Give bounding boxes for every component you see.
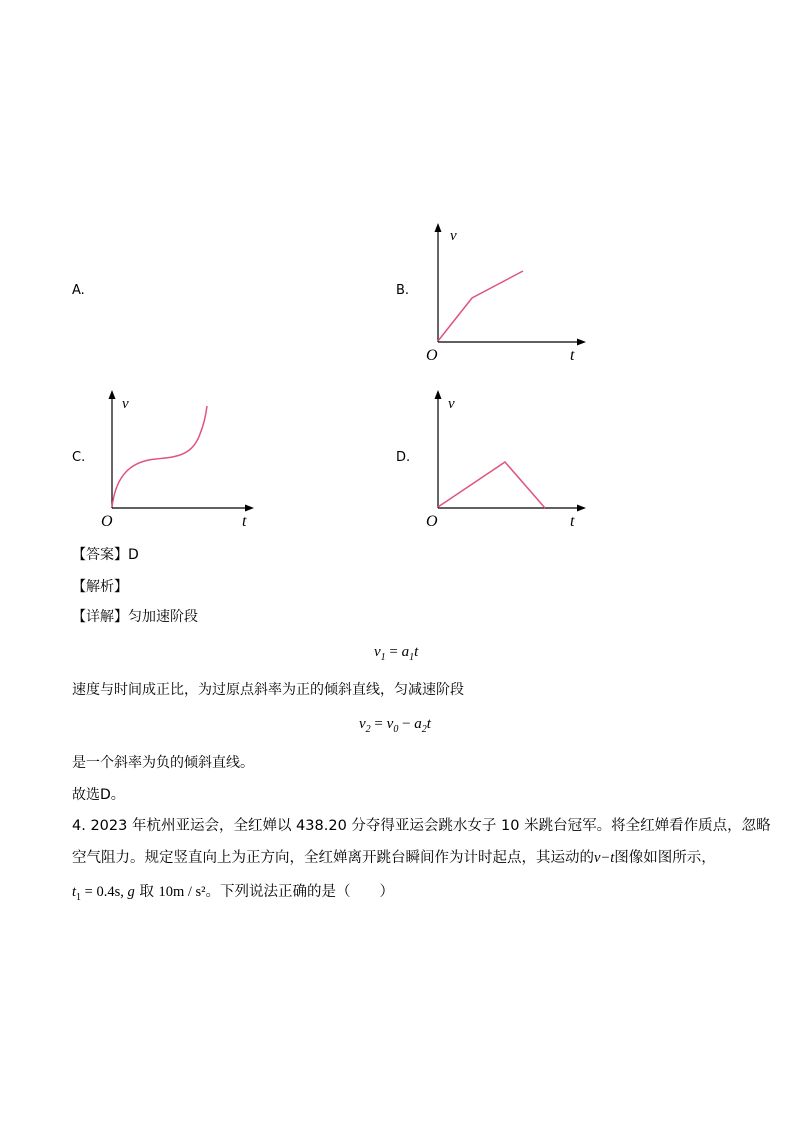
graph-c-t-label: t [242, 513, 247, 530]
graph-c-origin: O [101, 513, 113, 530]
answer-line [72, 545, 139, 565]
graph-c-curve [112, 406, 207, 507]
graph-d-v-arrow [435, 390, 442, 399]
option-a-label: A. [72, 283, 85, 298]
detail-text: 匀加速阶段 [128, 609, 198, 625]
graph-b-t-arrow [577, 339, 586, 346]
option-d-label: D. [396, 450, 411, 465]
answer-tag: 【答案】 [72, 547, 128, 563]
graph-d [420, 386, 590, 531]
question4-line1: 4. 2023 年杭州亚运会，全红婵以 438.20 分夺得亚运会跳水女子 10 米跳台冠军。将全红婵看作质点，忽略 [72, 818, 771, 834]
formula-2: $v_2 = v_0 - a_2t$ [359, 716, 431, 735]
graph-b-t-label: t [570, 347, 575, 364]
question4-line2: 空气阻力。规定竖直向上为正方向，全红婵离开跳台瞬间作为计时起点，其运动的v−t图像如图所示， [72, 850, 716, 866]
graph-d-t-arrow [577, 505, 586, 512]
graph-d-t-label: t [570, 513, 575, 530]
formula-1: $v_1 = a_1t$ [374, 644, 419, 663]
detail-line [72, 607, 198, 627]
analysis-line-1: 速度与时间成正比，为过原点斜率为正的倾斜直线，匀减速阶段 [72, 682, 464, 698]
graph-d-origin: O [426, 513, 438, 530]
detail-tag: 【详解】 [72, 609, 128, 625]
graph-b-v-arrow [435, 223, 442, 232]
graph-b-v-label: v [450, 228, 457, 244]
conclusion: 故选D。 [72, 787, 125, 803]
option-b-label: B. [396, 283, 410, 298]
graph-b-curve [438, 271, 523, 341]
graph-c-t-arrow [245, 505, 254, 512]
answer-value: D [128, 547, 139, 563]
graph-c [96, 386, 266, 531]
question4-line3: $t_1 = 0.4s$, g 取 10m / s²。下列说法正确的是（ ） [72, 884, 395, 903]
analysis-line-2: 是一个斜率为负的倾斜直线。 [72, 755, 254, 771]
option-c-label: C. [72, 450, 86, 465]
graph-c-v-arrow [109, 390, 116, 399]
graph-c-v-label: v [122, 396, 129, 412]
analysis-tag: 【解析】 [72, 579, 128, 595]
graph-d-v-label: v [448, 396, 455, 412]
graph-b-origin: O [426, 347, 438, 364]
graph-b [420, 220, 590, 365]
graph-d-curve [438, 462, 545, 508]
